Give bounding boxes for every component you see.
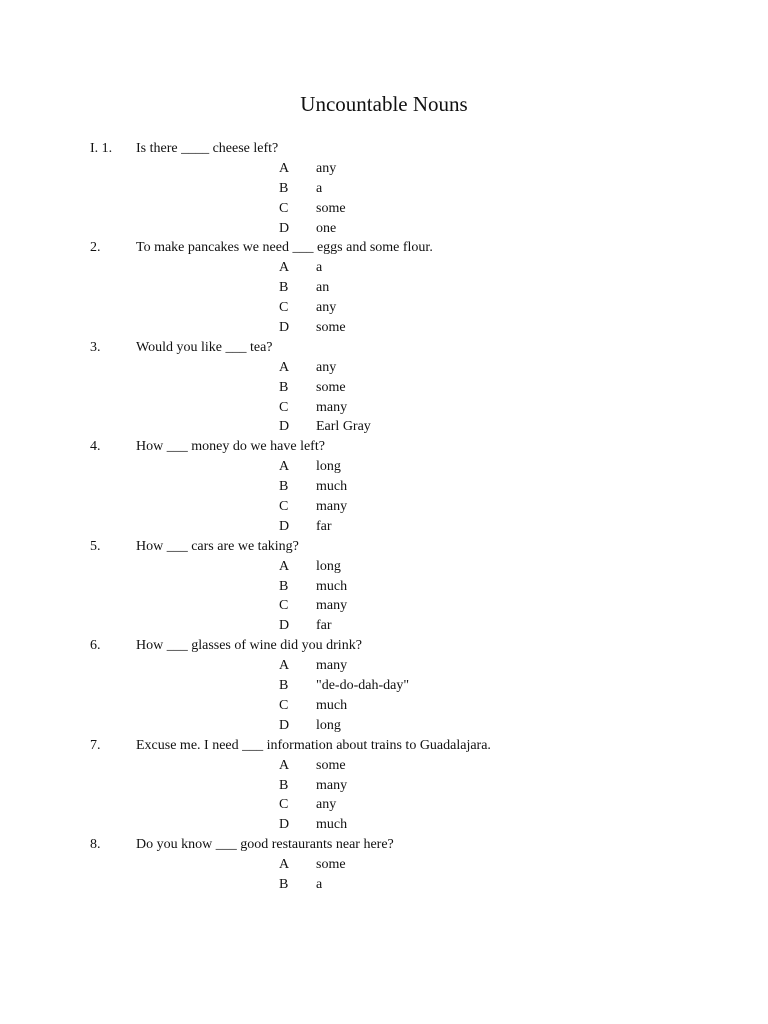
- question-text: Do you know ___ good restaurants near here?: [136, 837, 394, 853]
- option-text: "de-do-dah-day": [316, 678, 410, 694]
- option-letter: C: [279, 300, 289, 316]
- answer-option: [0, 696, 768, 716]
- answer-option: [0, 517, 768, 537]
- option-text: many: [316, 499, 348, 515]
- option-text: a: [316, 180, 323, 196]
- option-text: any: [316, 300, 337, 316]
- answer-option: [0, 417, 768, 437]
- option-letter: D: [279, 320, 290, 336]
- option-text: some: [316, 379, 346, 395]
- option-text: a: [316, 260, 323, 276]
- option-letter: D: [279, 717, 290, 733]
- option-text: some: [316, 757, 346, 773]
- option-text: some: [316, 857, 346, 873]
- option-letter: B: [279, 578, 289, 594]
- question-line: [0, 437, 768, 457]
- option-letter: D: [279, 419, 290, 435]
- answer-option: [0, 676, 768, 696]
- option-letter: A: [279, 160, 290, 176]
- option-text: long: [316, 558, 341, 574]
- question-text: Is there ____ cheese left?: [136, 141, 279, 156]
- option-letter: B: [279, 777, 289, 793]
- question-number: 3.: [90, 339, 101, 355]
- option-text: an: [316, 280, 330, 296]
- option-text: long: [316, 717, 341, 733]
- question-line: [0, 537, 768, 557]
- answer-option: [0, 318, 768, 338]
- option-text: any: [316, 797, 337, 813]
- option-text: any: [316, 359, 337, 375]
- answer-option: [0, 497, 768, 517]
- answer-option: [0, 577, 768, 597]
- option-text: much: [316, 697, 348, 713]
- option-letter: A: [279, 558, 290, 574]
- option-letter: B: [279, 180, 289, 196]
- option-letter: D: [279, 518, 290, 534]
- option-letter: D: [279, 220, 290, 236]
- question-number: 8.: [90, 837, 101, 853]
- answer-option: [0, 159, 768, 179]
- answer-option: [0, 199, 768, 219]
- question-number: 4.: [90, 439, 101, 455]
- answer-option: [0, 656, 768, 676]
- answer-option: [0, 219, 768, 239]
- question-text: How ___ cars are we taking?: [136, 538, 299, 554]
- answer-option: [0, 278, 768, 298]
- answer-option: [0, 716, 768, 736]
- option-text: some: [316, 320, 346, 336]
- option-letter: A: [279, 757, 290, 773]
- answer-option: [0, 557, 768, 577]
- option-letter: C: [279, 399, 289, 415]
- question-number: 7.: [90, 737, 101, 753]
- question-line: [0, 736, 768, 756]
- question-text: Excuse me. I need ___ information about trains to Guadalajara.: [136, 737, 491, 753]
- question-number: 2.: [90, 240, 101, 256]
- answer-option: [0, 298, 768, 318]
- option-letter: B: [279, 678, 289, 694]
- option-letter: C: [279, 200, 289, 216]
- option-letter: C: [279, 499, 289, 515]
- question-line: [0, 338, 768, 358]
- option-text: long: [316, 459, 341, 475]
- option-letter: A: [279, 359, 290, 375]
- answer-option: [0, 179, 768, 199]
- answer-option: [0, 855, 768, 875]
- answer-option: [0, 398, 768, 418]
- question-line: [0, 835, 768, 855]
- option-text: many: [316, 598, 348, 614]
- question-number: 6.: [90, 638, 101, 654]
- option-letter: B: [279, 379, 289, 395]
- question-line: [0, 238, 768, 258]
- answer-option: [0, 756, 768, 776]
- option-letter: B: [279, 280, 289, 296]
- question-text: How ___ glasses of wine did you drink?: [136, 638, 362, 654]
- option-text: any: [316, 160, 337, 176]
- question-list: [0, 139, 768, 895]
- option-letter: D: [279, 618, 290, 634]
- question-number: I. 1.: [90, 141, 113, 156]
- answer-option: [0, 378, 768, 398]
- option-letter: B: [279, 876, 289, 892]
- option-letter: C: [279, 797, 289, 813]
- option-text: one: [316, 220, 337, 236]
- option-text: many: [316, 399, 348, 415]
- option-letter: C: [279, 598, 289, 614]
- option-letter: D: [279, 817, 290, 833]
- option-letter: B: [279, 479, 289, 495]
- option-text: Earl Gray: [316, 419, 371, 435]
- question-line: [0, 139, 768, 159]
- option-text: far: [316, 618, 332, 634]
- answer-option: [0, 776, 768, 796]
- option-text: much: [316, 578, 348, 594]
- answer-option: [0, 457, 768, 477]
- answer-option: [0, 358, 768, 378]
- option-letter: C: [279, 697, 289, 713]
- question-text: To make pancakes we need ___ eggs and some flour.: [136, 240, 433, 256]
- answer-option: [0, 616, 768, 636]
- answer-option: [0, 795, 768, 815]
- option-text: some: [316, 200, 346, 216]
- option-text: many: [316, 777, 348, 793]
- option-letter: A: [279, 260, 290, 276]
- option-text: much: [316, 479, 348, 495]
- option-text: far: [316, 518, 332, 534]
- option-letter: A: [279, 658, 290, 674]
- page-title: Uncountable Nouns: [300, 92, 468, 116]
- option-letter: A: [279, 459, 290, 475]
- question-number: 5.: [90, 538, 101, 554]
- answer-option: [0, 258, 768, 278]
- answer-option: [0, 815, 768, 835]
- option-text: a: [316, 876, 323, 892]
- question-text: Would you like ___ tea?: [136, 339, 273, 355]
- question-text: How ___ money do we have left?: [136, 439, 325, 455]
- answer-option: [0, 875, 768, 895]
- answer-option: [0, 596, 768, 616]
- option-text: much: [316, 817, 348, 833]
- option-text: many: [316, 658, 348, 674]
- option-letter: A: [279, 857, 290, 873]
- answer-option: [0, 477, 768, 497]
- question-line: [0, 636, 768, 656]
